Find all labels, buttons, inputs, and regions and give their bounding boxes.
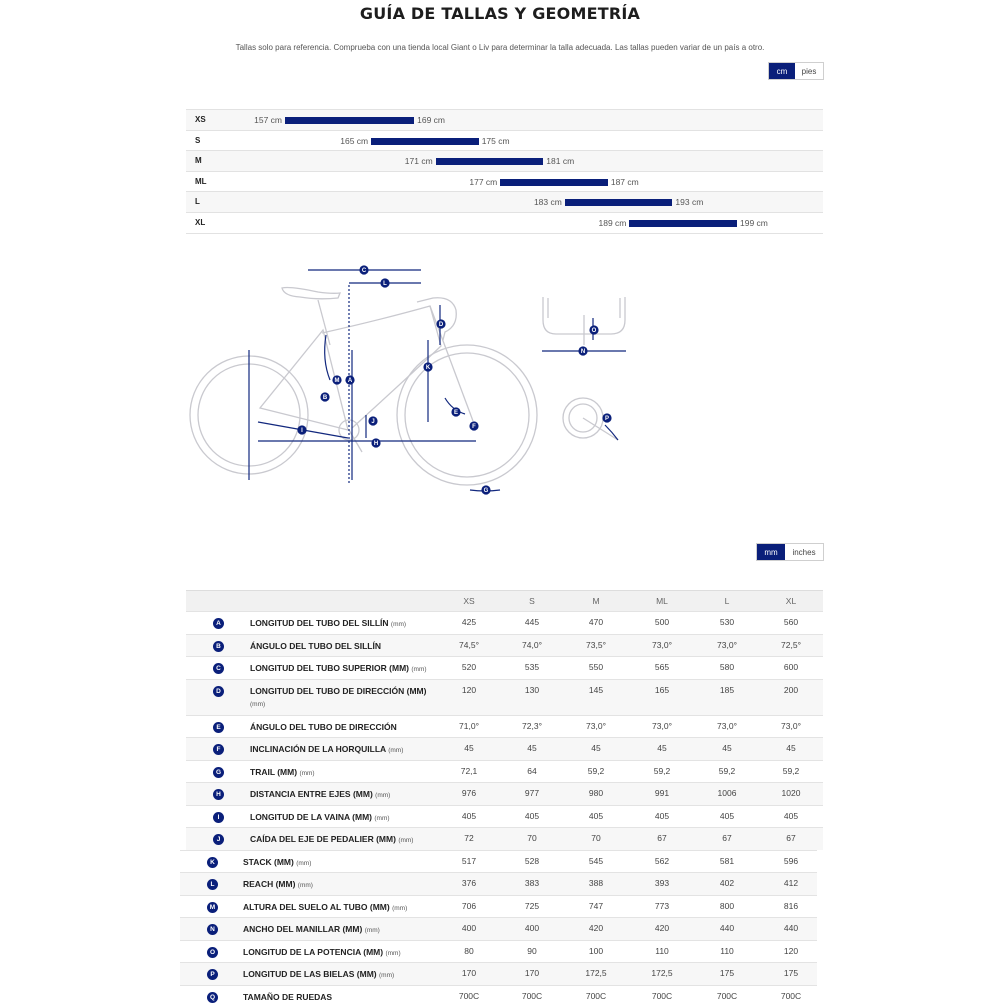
geometry-value: 130 — [525, 685, 539, 695]
geometry-value: 565 — [655, 662, 669, 672]
size-range-max: 193 cm — [675, 197, 703, 207]
geometry-label-unit: (mm) — [298, 882, 313, 889]
geometry-value: 45 — [786, 743, 795, 753]
geometry-label — [243, 923, 428, 937]
geometry-value: 110 — [720, 946, 734, 956]
size-range-min: 171 cm — [405, 156, 433, 166]
geometry-value: 72,3° — [522, 721, 542, 731]
geometry-value: 528 — [525, 856, 539, 866]
diagram-label-b: B — [323, 395, 328, 401]
unit-inches-button[interactable]: inches — [785, 544, 823, 560]
geometry-value: 120 — [784, 946, 798, 956]
geometry-value: 535 — [525, 662, 539, 672]
geometry-row — [180, 940, 817, 963]
geometry-label — [243, 968, 428, 982]
geometry-value: 145 — [589, 685, 603, 695]
geometry-value: 67 — [786, 833, 795, 843]
size-range-min: 189 cm — [599, 218, 627, 228]
geometry-key-badge: A — [213, 618, 224, 629]
geometry-row — [186, 827, 823, 850]
geometry-key-badge: I — [213, 812, 224, 823]
diagram-label-i: I — [301, 428, 303, 434]
geometry-row — [186, 715, 823, 738]
geometry-label-text: LONGITUD DE LA VAINA (MM) — [250, 812, 372, 822]
geometry-label-unit: (mm) — [411, 666, 426, 673]
diagram-label-j: J — [371, 419, 374, 425]
geometry-value: 405 — [655, 811, 669, 821]
size-column-header: XL — [786, 596, 796, 606]
geometry-value: 70 — [527, 833, 536, 843]
geometry-value: 530 — [720, 617, 734, 627]
geometry-value: 550 — [589, 662, 603, 672]
size-column-header: M — [592, 596, 599, 606]
diagram-label-p: P — [605, 416, 609, 422]
geometry-value: 175 — [784, 968, 798, 978]
geometry-value: 816 — [784, 901, 798, 911]
geometry-label-unit: (mm) — [250, 701, 265, 708]
geometry-value: 596 — [784, 856, 798, 866]
geometry-key-badge: C — [213, 663, 224, 674]
geometry-row — [180, 985, 817, 1007]
size-range-max: 175 cm — [482, 136, 510, 146]
geometry-value: 1006 — [718, 788, 737, 798]
geometry-key-badge: G — [213, 767, 224, 778]
geometry-label — [250, 788, 435, 802]
geometry-value: 59,2 — [783, 766, 800, 776]
geometry-value: 67 — [657, 833, 666, 843]
geometry-row — [186, 805, 823, 828]
geometry-value: 185 — [720, 685, 734, 695]
geometry-label-text: CAÍDA DEL EJE DE PEDALIER (MM) — [250, 834, 396, 844]
geometry-value: 545 — [589, 856, 603, 866]
geometry-value: 172,5 — [585, 968, 606, 978]
geometry-value: 73,0° — [586, 721, 606, 731]
geometry-label-text: LONGITUD DE LAS BIELAS (MM) — [243, 969, 377, 979]
geometry-value: 400 — [525, 923, 539, 933]
geometry-value: 440 — [720, 923, 734, 933]
geometry-value: 90 — [527, 946, 536, 956]
geometry-value: 120 — [462, 685, 476, 695]
geometry-value: 383 — [525, 878, 539, 888]
geometry-key-badge: D — [213, 686, 224, 697]
geometry-label — [243, 878, 428, 892]
geometry-label-text: ANCHO DEL MANILLAR (MM) — [243, 924, 362, 934]
geometry-value: 412 — [784, 878, 798, 888]
geometry-label-text: LONGITUD DEL TUBO SUPERIOR (MM) — [250, 663, 409, 673]
geometry-label — [250, 721, 435, 735]
diagram-label-n: N — [581, 349, 585, 355]
geometry-label — [250, 811, 435, 825]
geometry-value: 388 — [589, 878, 603, 888]
geometry-label-text: ALTURA DEL SUELO AL TUBO (MM) — [243, 902, 390, 912]
geometry-value: 170 — [462, 968, 476, 978]
geometry-label-unit: (mm) — [388, 747, 403, 754]
diagram-label-d: D — [439, 322, 444, 328]
geometry-row — [180, 850, 817, 873]
geometry-value: 74,5° — [459, 640, 479, 650]
geometry-value: 440 — [784, 923, 798, 933]
size-range-max: 199 cm — [740, 218, 768, 228]
geometry-key-badge: N — [207, 924, 218, 935]
size-range-max: 169 cm — [417, 115, 445, 125]
diagram-label-m: M — [335, 378, 340, 384]
size-range-min: 165 cm — [340, 136, 368, 146]
geometry-value: 72,5° — [781, 640, 801, 650]
geometry-label-text: ÁNGULO DEL TUBO DEL SILLÍN — [250, 641, 381, 651]
geometry-row — [180, 962, 817, 985]
geometry-label-text: DISTANCIA ENTRE EJES (MM) — [250, 789, 373, 799]
diagram-label-o: O — [592, 328, 597, 334]
geometry-value: 725 — [525, 901, 539, 911]
diagram-label-f: F — [472, 424, 476, 430]
geometry-value: 73,0° — [652, 721, 672, 731]
geometry-label — [250, 743, 435, 757]
diagram-label-g: G — [484, 488, 489, 494]
geometry-value: 73,0° — [652, 640, 672, 650]
geometry-value: 393 — [655, 878, 669, 888]
geometry-label-text: LONGITUD DEL TUBO DEL SILLÍN — [250, 618, 389, 628]
geometry-value: 980 — [589, 788, 603, 798]
geometry-value: 520 — [462, 662, 476, 672]
geometry-label-unit: (mm) — [299, 770, 314, 777]
geometry-label — [250, 640, 435, 654]
geometry-label-text: ÁNGULO DEL TUBO DE DIRECCIÓN — [250, 722, 397, 732]
unit-mm-button[interactable]: mm — [757, 544, 785, 560]
geometry-row — [186, 737, 823, 760]
geometry-key-badge: M — [207, 902, 218, 913]
geometry-value: 73,0° — [717, 721, 737, 731]
geometry-value: 45 — [464, 743, 473, 753]
geometry-label-text: LONGITUD DEL TUBO DE DIRECCIÓN (MM) — [250, 686, 426, 696]
geometry-key-badge: H — [213, 789, 224, 800]
geometry-label-unit: (mm) — [398, 837, 413, 844]
geometry-value: 45 — [722, 743, 731, 753]
geometry-value: 72 — [464, 833, 473, 843]
geometry-value: 200 — [784, 685, 798, 695]
geometry-value: 175 — [720, 968, 734, 978]
geometry-value: 73,0° — [717, 640, 737, 650]
geometry-value: 73,0° — [781, 721, 801, 731]
geometry-row — [180, 895, 817, 918]
geometry-value: 70 — [591, 833, 600, 843]
geometry-value: 517 — [462, 856, 476, 866]
geometry-value: 977 — [525, 788, 539, 798]
geometry-value: 600 — [784, 662, 798, 672]
geometry-label-unit: (mm) — [375, 792, 390, 799]
geometry-label-unit: (mm) — [365, 927, 380, 934]
geometry-value: 445 — [525, 617, 539, 627]
geometry-value: 700C — [652, 991, 672, 1001]
geometry-value: 706 — [462, 901, 476, 911]
geometry-value: 420 — [655, 923, 669, 933]
geometry-key-badge: E — [213, 722, 224, 733]
page-subtitle: Tallas solo para referencia. Comprueba con una tienda local Giant o Liv para determinar la talla adecuada. Las tallas pueden variar de un país a otro. — [0, 43, 1000, 52]
size-range-label: XS — [195, 115, 206, 124]
geometry-value: 700C — [781, 991, 801, 1001]
geometry-row — [180, 917, 817, 940]
size-range-label: L — [195, 197, 200, 206]
geometry-value: 72,1 — [461, 766, 478, 776]
geometry-value: 405 — [720, 811, 734, 821]
size-range-label: XL — [195, 218, 205, 227]
size-column-header: L — [725, 596, 730, 606]
geometry-key-badge: F — [213, 744, 224, 755]
size-column-header: ML — [656, 596, 668, 606]
geometry-row — [186, 760, 823, 783]
geometry-value: 45 — [591, 743, 600, 753]
geometry-label — [250, 617, 435, 631]
size-range-label: ML — [195, 177, 207, 186]
geometry-label — [250, 766, 435, 780]
geometry-row — [180, 872, 817, 895]
geometry-value: 991 — [655, 788, 669, 798]
geometry-value: 405 — [525, 811, 539, 821]
geometry-value: 110 — [655, 946, 669, 956]
geometry-value: 73,5° — [586, 640, 606, 650]
geometry-value: 402 — [720, 878, 734, 888]
geometry-value: 580 — [720, 662, 734, 672]
geometry-label-text: LONGITUD DE LA POTENCIA (MM) — [243, 947, 383, 957]
geometry-value: 420 — [589, 923, 603, 933]
geometry-table — [186, 590, 823, 1007]
geometry-value: 747 — [589, 901, 603, 911]
geometry-unit-toggle — [756, 543, 824, 561]
geometry-key-badge: B — [213, 641, 224, 652]
geometry-value: 170 — [525, 968, 539, 978]
size-range-label: S — [195, 136, 200, 145]
diagram-label-e: E — [454, 410, 458, 416]
size-column-header: XS — [463, 596, 474, 606]
geometry-row — [186, 782, 823, 805]
page-title: GUÍA DE TALLAS Y GEOMETRÍA — [0, 4, 1000, 23]
geometry-row — [186, 679, 823, 715]
geometry-label-text: STACK (MM) — [243, 857, 294, 867]
geometry-label — [250, 662, 435, 676]
size-range-min: 177 cm — [469, 177, 497, 187]
geometry-value: 59,2 — [588, 766, 605, 776]
geometry-row — [186, 634, 823, 657]
geometry-key-badge: J — [213, 834, 224, 845]
geometry-value: 976 — [462, 788, 476, 798]
geometry-value: 45 — [657, 743, 666, 753]
geometry-label-text: TRAIL (MM) — [250, 767, 297, 777]
geometry-value: 773 — [655, 901, 669, 911]
geometry-value: 45 — [527, 743, 536, 753]
geometry-value: 376 — [462, 878, 476, 888]
diagram-label-a: A — [348, 378, 353, 384]
geometry-label-text: INCLINACIÓN DE LA HORQUILLA — [250, 744, 386, 754]
geometry-value: 64 — [527, 766, 536, 776]
geometry-value: 400 — [462, 923, 476, 933]
geometry-value: 562 — [655, 856, 669, 866]
geometry-label — [243, 856, 428, 870]
geometry-value: 165 — [655, 685, 669, 695]
geometry-label-unit: (mm) — [391, 621, 406, 628]
geometry-row — [186, 611, 823, 634]
geometry-key-badge: Q — [207, 992, 218, 1003]
geometry-key-badge: O — [207, 947, 218, 958]
geometry-label-unit: (mm) — [374, 815, 389, 822]
geometry-value: 581 — [720, 856, 734, 866]
geometry-label — [243, 946, 428, 960]
geometry-label — [250, 833, 435, 847]
geometry-label-unit: (mm) — [385, 950, 400, 957]
geometry-header-row — [186, 590, 823, 611]
geometry-key-badge: K — [207, 857, 218, 868]
geometry-label — [243, 991, 428, 1005]
geometry-row — [186, 656, 823, 679]
diagram-label-h: H — [374, 441, 378, 447]
geometry-label-unit: (mm) — [379, 972, 394, 979]
geometry-value: 405 — [784, 811, 798, 821]
geometry-value: 59,2 — [719, 766, 736, 776]
geometry-value: 500 — [655, 617, 669, 627]
geometry-value: 425 — [462, 617, 476, 627]
geometry-key-badge: L — [207, 879, 218, 890]
geometry-value: 172,5 — [651, 968, 672, 978]
unit-feet-button[interactable]: pies — [795, 63, 823, 79]
geometry-value: 405 — [589, 811, 603, 821]
geometry-label — [243, 901, 428, 915]
unit-cm-button[interactable]: cm — [769, 63, 795, 79]
geometry-value: 405 — [462, 811, 476, 821]
geometry-value: 74,0° — [522, 640, 542, 650]
geometry-value: 560 — [784, 617, 798, 627]
geometry-label-unit: (mm) — [392, 905, 407, 912]
size-range-max: 187 cm — [611, 177, 639, 187]
geometry-label-unit: (mm) — [296, 860, 311, 867]
geometry-value: 700C — [522, 991, 542, 1001]
geometry-value: 80 — [464, 946, 473, 956]
geometry-label-text: TAMAÑO DE RUEDAS — [243, 992, 332, 1002]
diagram-label-l: L — [383, 281, 387, 287]
size-range-max: 181 cm — [546, 156, 574, 166]
geometry-key-badge: P — [207, 969, 218, 980]
geometry-value: 470 — [589, 617, 603, 627]
geometry-value: 59,2 — [654, 766, 671, 776]
geometry-value: 67 — [722, 833, 731, 843]
size-range-label: M — [195, 156, 202, 165]
size-range-min: 157 cm — [254, 115, 282, 125]
diagram-label-c: C — [362, 268, 367, 274]
size-column-header: S — [529, 596, 535, 606]
geometry-label — [250, 685, 435, 711]
geometry-value: 100 — [589, 946, 603, 956]
geometry-value: 700C — [717, 991, 737, 1001]
diagram-label-k: K — [426, 365, 431, 371]
geometry-value: 71,0° — [459, 721, 479, 731]
geometry-value: 800 — [720, 901, 734, 911]
geometry-value: 700C — [459, 991, 479, 1001]
geometry-value: 700C — [586, 991, 606, 1001]
geometry-value: 1020 — [782, 788, 801, 798]
geometry-label-text: REACH (MM) — [243, 879, 295, 889]
size-range-min: 183 cm — [534, 197, 562, 207]
